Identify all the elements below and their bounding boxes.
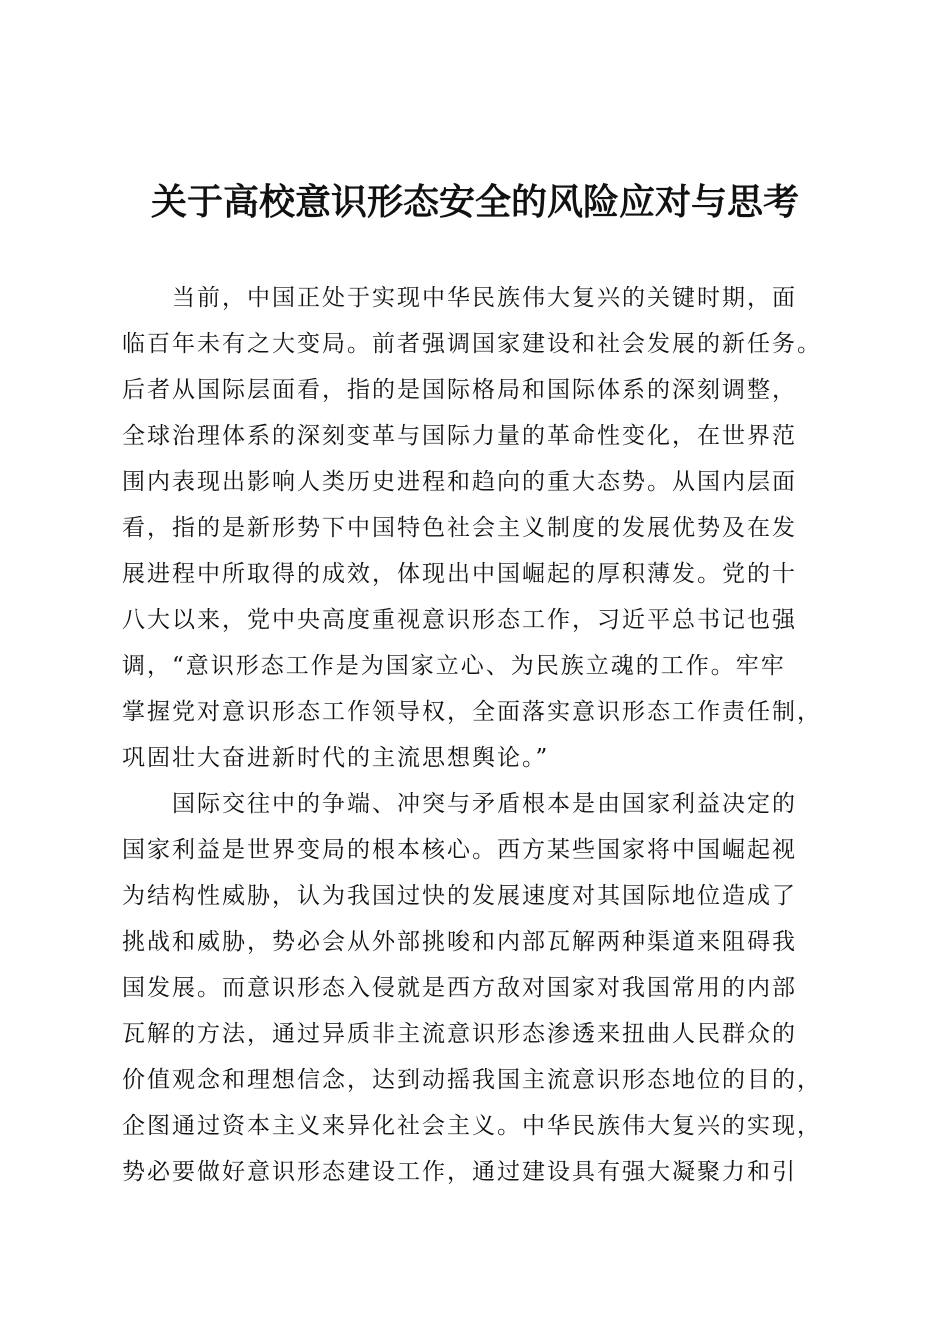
paragraph-line: 看，指的是新形势下中国特色社会主义制度的发展优势及在发 <box>122 515 797 541</box>
paragraph-line: 掌握党对意识形态工作领导权，全面落实意识形态工作责任制， <box>122 699 822 725</box>
paragraph-line: 巩固壮大奋进新时代的主流思想舆论。” <box>122 745 550 771</box>
paragraph-line: 临百年未有之大变局。前者强调国家建设和社会发展的新任务。 <box>122 331 822 357</box>
paragraph-line: 国发展。而意识形态入侵就是西方敌对国家对我国常用的内部 <box>122 975 797 1001</box>
paragraph-line: 当前，中国正处于实现中华民族伟大复兴的关键时期，面 <box>172 285 797 311</box>
paragraph-line: 国家利益是世界变局的根本核心。西方某些国家将中国崛起视 <box>122 837 797 863</box>
paragraph-2 <box>122 781 832 1195</box>
paragraph-1 <box>122 275 832 781</box>
paragraph-line: 国际交往中的争端、冲突与矛盾根本是由国家利益决定的 <box>172 791 797 817</box>
paragraph-line: 为结构性威胁，认为我国过快的发展速度对其国际地位造成了 <box>122 883 797 909</box>
paragraph-line: 展进程中所取得的成效，体现出中国崛起的厚积薄发。党的十 <box>122 561 797 587</box>
paragraph-line: 瓦解的方法，通过异质非主流意识形态渗透来扭曲人民群众的 <box>122 1021 797 1047</box>
paragraph-line: 调，“意识形态工作是为国家立心、为民族立魂的工作。牢牢 <box>122 653 786 679</box>
paragraph-line: 后者从国际层面看，指的是国际格局和国际体系的深刻调整， <box>122 377 797 403</box>
paragraph-line: 价值观念和理想信念，达到动摇我国主流意识形态地位的目的， <box>122 1067 822 1093</box>
paragraph-line: 企图通过资本主义来异化社会主义。中华民族伟大复兴的实现， <box>122 1113 822 1139</box>
paragraph-line: 挑战和威胁，势必会从外部挑唆和内部瓦解两种渠道来阻碍我 <box>122 929 797 955</box>
document-body <box>122 275 832 1195</box>
paragraph-line: 全球治理体系的深刻变革与国际力量的革命性变化，在世界范 <box>122 423 797 449</box>
paragraph-line: 势必要做好意识形态建设工作，通过建设具有强大凝聚力和引 <box>122 1159 797 1185</box>
paragraph-line: 围内表现出影响人类历史进程和趋向的重大态势。从国内层面 <box>122 469 797 495</box>
document-title: 关于高校意识形态安全的风险应对与思考 <box>150 181 799 223</box>
paragraph-line: 八大以来，党中央高度重视意识形态工作，习近平总书记也强 <box>122 607 797 633</box>
